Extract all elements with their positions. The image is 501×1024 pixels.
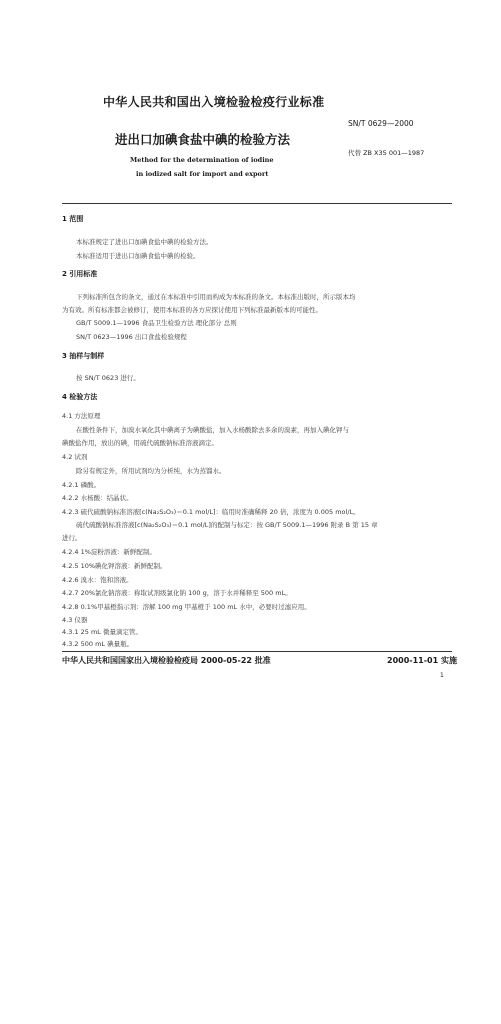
clause-4-1-para-1: 在酸性条件下，加溴水氧化其中碘离子为碘酸盐，加入水杨酸除去多余的溴素，再加入碘化钾与	[76, 426, 349, 434]
clause-4-2-7: 4.2.7 20%氯化钠溶液：称取试剂级氯化钠 100 g，溶于水并稀释至 500 mL。	[62, 589, 292, 597]
approval-line: 中华人民共和国国家出入境检验检疫局 2000-05-22 批准	[62, 656, 271, 665]
clause-4-3-1: 4.3.1 25 mL 微量滴定管。	[62, 628, 142, 636]
footer-divider	[62, 651, 452, 652]
section-4-heading: 4 检验方法	[62, 393, 98, 401]
clause-4-2-2: 4.2.2 水杨酸：结晶状。	[62, 494, 133, 502]
clause-4-3-2: 4.3.2 500 mL 碘量瓶。	[62, 640, 134, 648]
issuing-body: 中华人民共和国出入境检验检疫行业标准	[103, 95, 325, 109]
clause-4-2-para: 除另有规定外，所用试剂均为分析纯，水为蒸馏水。	[76, 467, 226, 475]
section-1-heading: 1 范围	[62, 215, 84, 223]
section-2-para-2: 为有效。所有标准都会被修订，使用本标准的各方应探讨使用下列标准最新版本的可能性。	[62, 306, 322, 314]
page-number: 1	[440, 672, 444, 679]
section-1-para-2: 本标准适用于进出口加碘食盐中碘的检验。	[76, 252, 200, 260]
english-title-line-1: Method for the determination of iodine	[130, 156, 274, 164]
reference-2: SN/T 0623—1996 出口食盐检验规程	[76, 333, 187, 341]
effective-date: 2000-11-01 实施	[387, 656, 457, 665]
reference-1: GB/T 5009.1—1996 食品卫生检验方法 理化部分 总则	[76, 319, 237, 327]
section-1-para-1: 本标准规定了进出口加碘食盐中碘的检验方法。	[76, 238, 213, 246]
clause-4-1-para-2: 碘酸盐作用，放出的碘，用硫代硫酸钠标准溶液滴定。	[62, 439, 218, 447]
clause-4-2-6: 4.2.6 溴水：饱和溶液。	[62, 576, 133, 584]
clause-4-2-5: 4.2.5 10%碘化钾溶液：新鲜配制。	[62, 562, 167, 570]
replaces-standard: 代替 ZB X35 001—1987	[348, 149, 425, 157]
section-3-para: 按 SN/T 0623 进行。	[76, 374, 140, 382]
clause-4-3: 4.3 仪器	[62, 616, 88, 624]
document-title: 进出口加碘食盐中碘的检验方法	[115, 132, 291, 147]
clause-4-1: 4.1 方法原理	[62, 412, 101, 420]
clause-4-2-3: 4.2.3 硫代硫酸钠标准溶液[c(Na₂S₂O₃)＝0.1 mol/L]：临用时准确稀释 20 倍，浓度为 0.005 mol/L。	[62, 508, 360, 516]
section-2-heading: 2 引用标准	[62, 270, 98, 278]
clause-4-2-8: 4.2.8 0.1%甲基橙指示剂：溶解 100 mg 甲基橙于 100 mL 水中，必要时过滤应用。	[62, 603, 311, 611]
section-3-heading: 3 抽样与制样	[62, 352, 105, 360]
header-divider	[62, 203, 452, 204]
clause-4-2-4: 4.2.4 1%淀粉溶液：新鲜配制。	[62, 548, 156, 556]
english-title-line-2: in iodized salt for import and export	[136, 170, 269, 178]
standard-number: SN/T 0629—2000	[348, 119, 414, 128]
clause-4-2: 4.2 试剂	[62, 453, 88, 461]
clause-4-2-3-cont: 硫代硫酸钠标准溶液[c(Na₂S₂O₃)＝0.1 mol/L]的配制与标定：按 GB/T 5009.1—1996 附录 B 第 15 章	[76, 521, 378, 529]
clause-4-2-3-end: 进行。	[62, 534, 82, 542]
clause-4-2-1: 4.2.1 磷酸。	[62, 481, 101, 489]
section-2-para-1: 下列标准所包含的条文，通过在本标准中引用而构成为本标准的条文。本标准出版时，所示版本均	[76, 293, 356, 301]
